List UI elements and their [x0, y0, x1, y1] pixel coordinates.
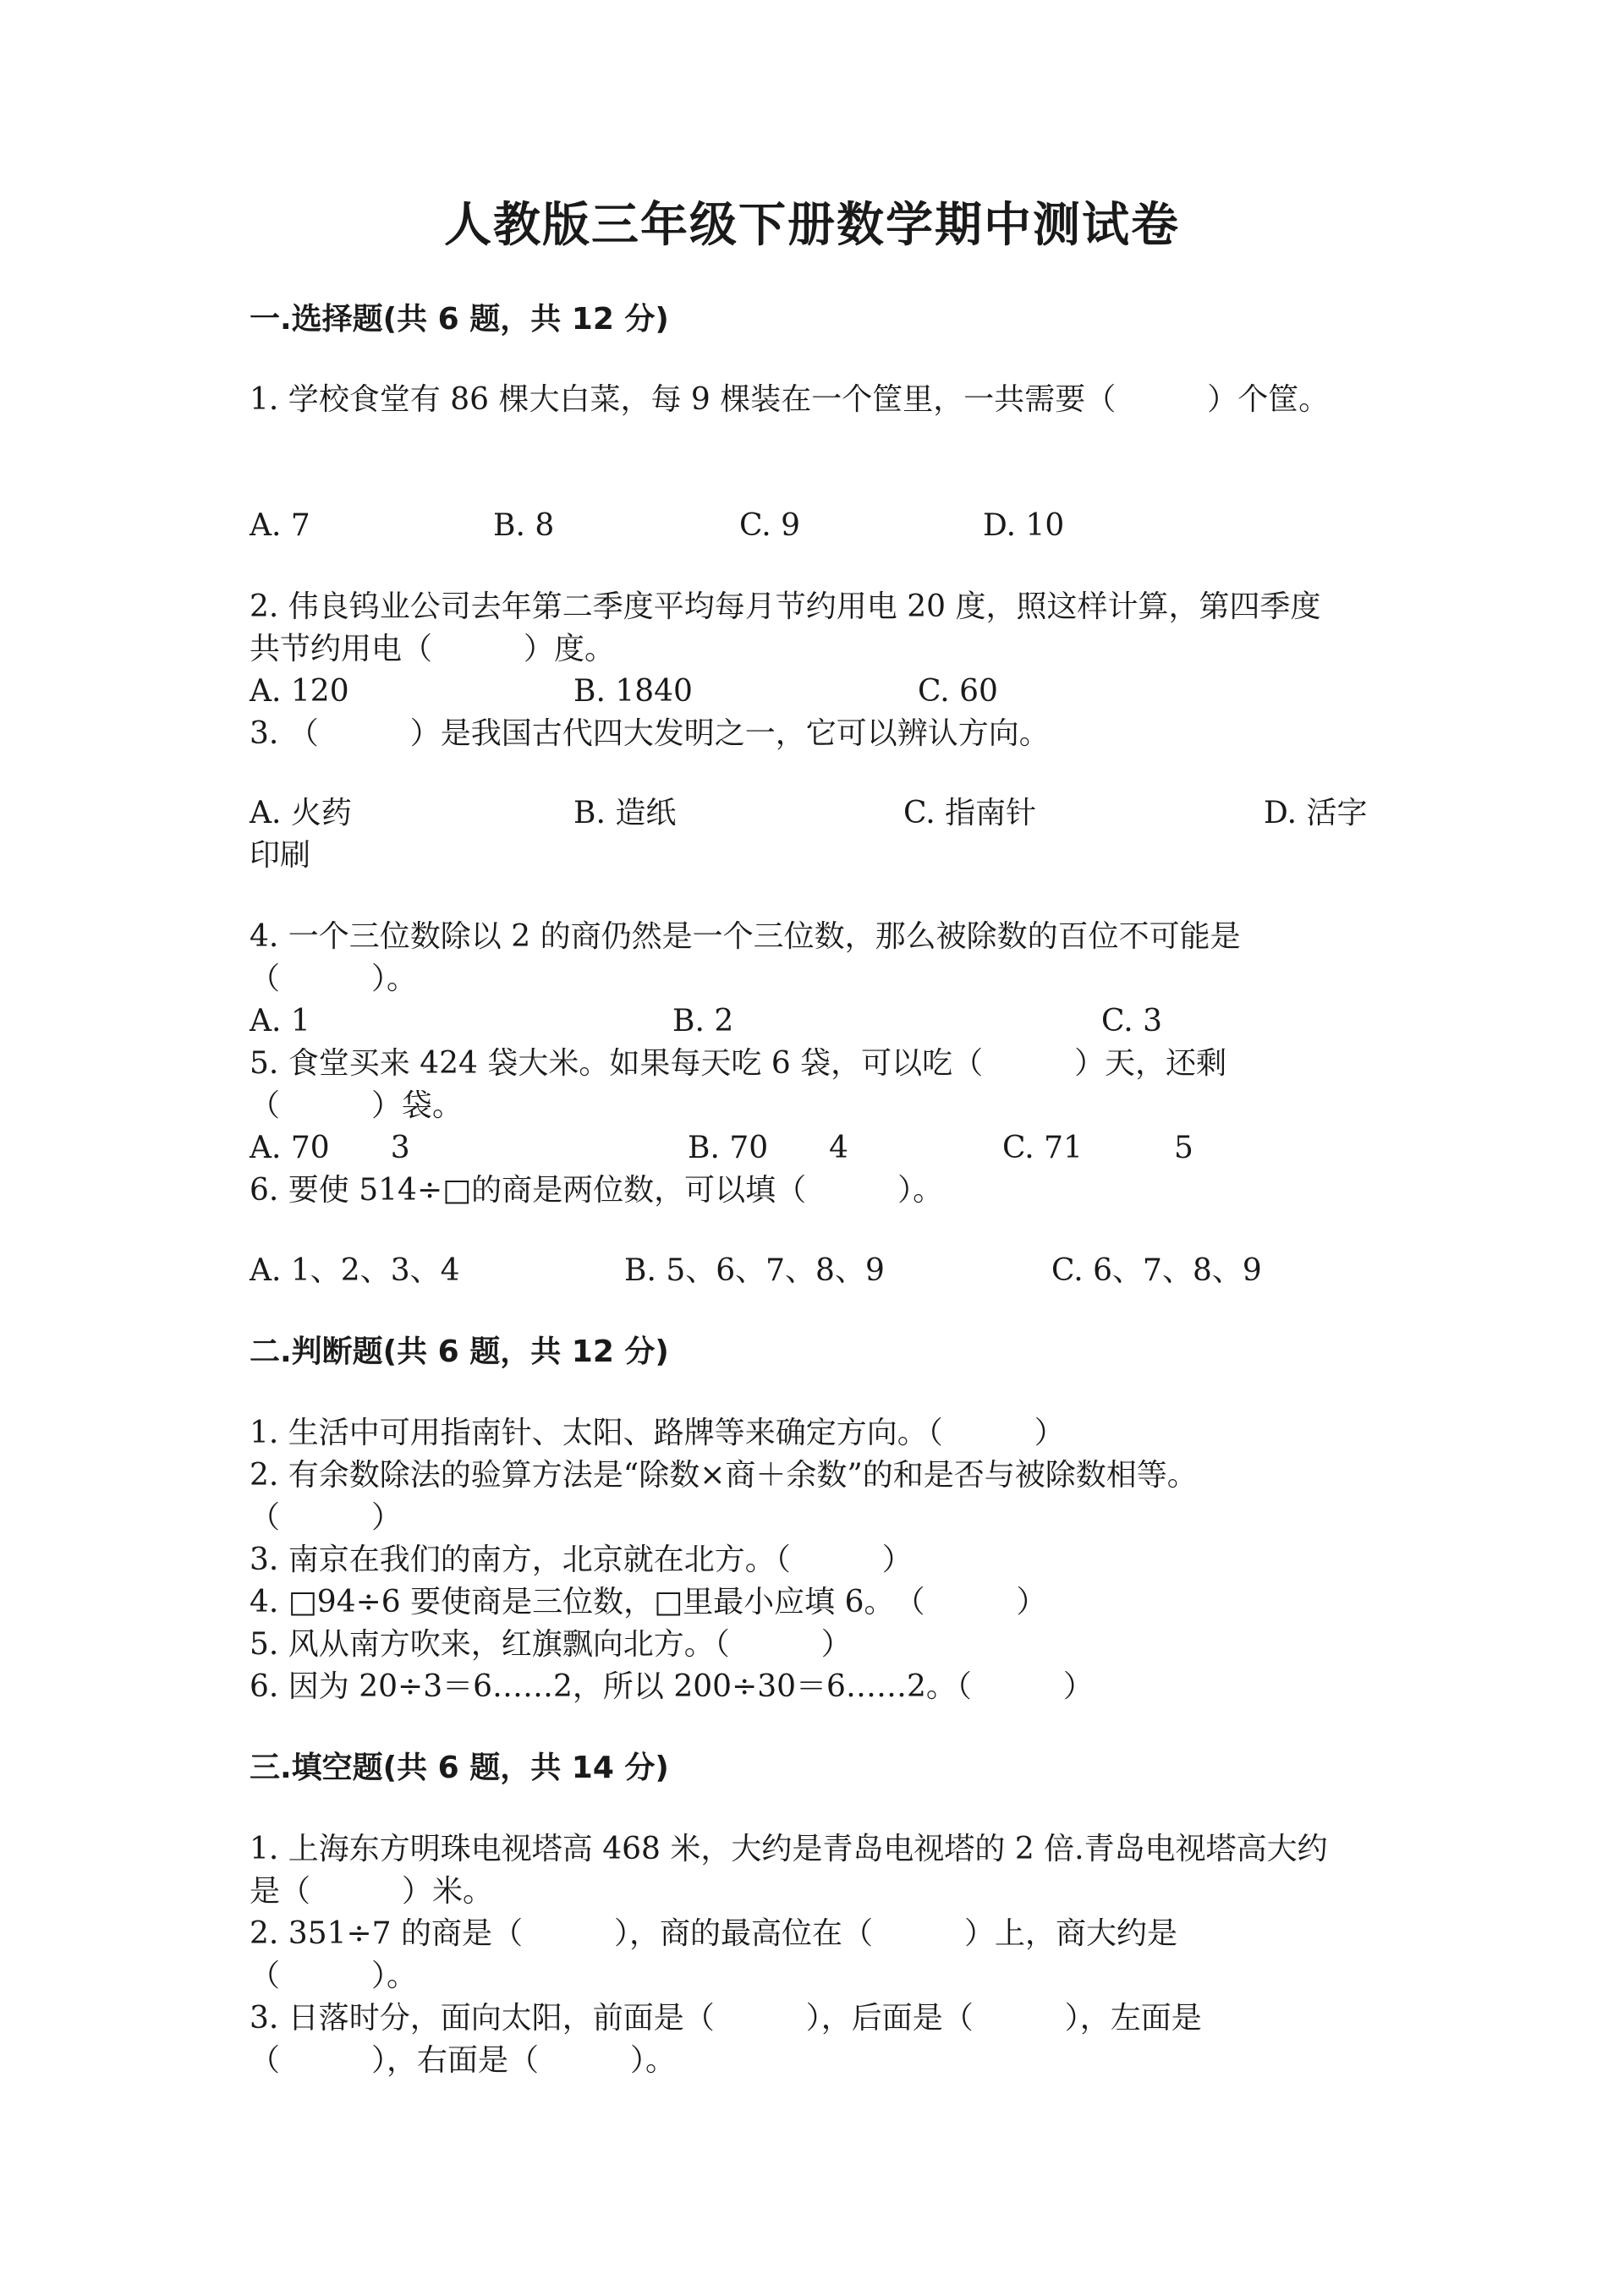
q6-option-c: C. 6、7、8、9 — [1051, 1253, 1262, 1288]
q1-option-b: B. 8 — [493, 508, 555, 543]
question-5-line1: 5. 食堂买来 424 袋大米。如果每天吃 6 袋，可以吃（ ）天，还剩 — [250, 1046, 1227, 1081]
fill-1-line2: 是（ ）米。 — [250, 1874, 494, 1909]
question-6-text: 6. 要使 514÷□的商是两位数，可以填（ ）。 — [250, 1173, 944, 1208]
fill-3-line1: 3. 日落时分，面向太阳，前面是（ ），后面是（ ），左面是 — [250, 2001, 1202, 2036]
question-2-line1: 2. 伟良钨业公司去年第二季度平均每月节约用电 20 度，照这样计算，第四季度 — [250, 589, 1321, 624]
fill-3-line2: （ ），右面是（ ）。 — [250, 2043, 677, 2078]
judge-3: 3. 南京在我们的南方，北京就在北方。（ ） — [250, 1543, 913, 1577]
question-4-line2: （ ）。 — [250, 962, 418, 996]
section-heading-choice: 一.选择题(共 6 题，共 12 分) — [250, 302, 669, 337]
q5-option-c: C. 71 5 — [1002, 1131, 1193, 1165]
q3-option-c: C. 指南针 — [903, 796, 1037, 830]
judge-5: 5. 风从南方吹来，红旗飘向北方。（ ） — [250, 1627, 852, 1662]
question-5-line2: （ ）袋。 — [250, 1088, 464, 1123]
q3-option-d-wrap: 印刷 — [250, 838, 311, 873]
page-title: 人教版三年级下册数学期中测试卷 — [444, 198, 1180, 253]
q3-option-b: B. 造纸 — [573, 796, 677, 830]
judge-6: 6. 因为 20÷3＝6……2，所以 200÷30＝6……2。（ ） — [250, 1669, 1094, 1704]
fill-2-line2: （ ）。 — [250, 1959, 418, 1993]
q4-option-a: A. 1 — [250, 1004, 310, 1038]
q4-option-c: C. 3 — [1101, 1004, 1163, 1038]
q1-option-d: D. 10 — [983, 508, 1065, 543]
q1-option-c: C. 9 — [739, 508, 801, 543]
q6-option-a: A. 1、2、3、4 — [250, 1253, 460, 1288]
section-heading-judge: 二.判断题(共 6 题，共 12 分) — [250, 1334, 669, 1369]
q6-option-b: B. 5、6、7、8、9 — [624, 1253, 885, 1288]
judge-1: 1. 生活中可用指南针、太阳、路牌等来确定方向。（ ） — [250, 1416, 1065, 1450]
judge-2-line1: 2. 有余数除法的验算方法是“除数×商＋余数”的和是否与被除数相等。 — [250, 1458, 1198, 1493]
section-heading-fill: 三.填空题(共 6 题，共 14 分) — [250, 1751, 669, 1785]
q4-option-b: B. 2 — [672, 1004, 734, 1038]
fill-1-line1: 1. 上海东方明珠电视塔高 468 米，大约是青岛电视塔的 2 倍.青岛电视塔高大约 — [250, 1832, 1328, 1866]
q2-option-b: B. 1840 — [573, 674, 693, 709]
question-4-line1: 4. 一个三位数除以 2 的商仍然是一个三位数，那么被除数的百位不可能是 — [250, 919, 1241, 954]
q2-option-c: C. 60 — [918, 674, 998, 709]
q3-option-a: A. 火药 — [250, 796, 352, 830]
q2-option-a: A. 120 — [250, 674, 349, 709]
question-1-text: 1. 学校食堂有 86 棵大白菜，每 9 棵装在一个筐里，一共需要（ ）个筐。 — [250, 382, 1330, 417]
judge-2-line2: （ ） — [250, 1500, 403, 1535]
q1-option-a: A. 7 — [250, 508, 310, 543]
q5-option-a: A. 70 3 — [250, 1131, 410, 1165]
question-3-text: 3. （ ）是我国古代四大发明之一，它可以辨认方向。 — [250, 716, 1050, 751]
judge-4: 4. □94÷6 要使商是三位数，□里最小应填 6。 （ ） — [250, 1585, 1047, 1619]
question-2-line2: 共节约用电（ ）度。 — [250, 632, 616, 666]
q5-option-b: B. 70 4 — [688, 1131, 849, 1165]
fill-2-line1: 2. 351÷7 的商是（ ），商的最高位在（ ）上，商大约是 — [250, 1916, 1178, 1951]
q3-option-d: D. 活字 — [1264, 796, 1368, 830]
